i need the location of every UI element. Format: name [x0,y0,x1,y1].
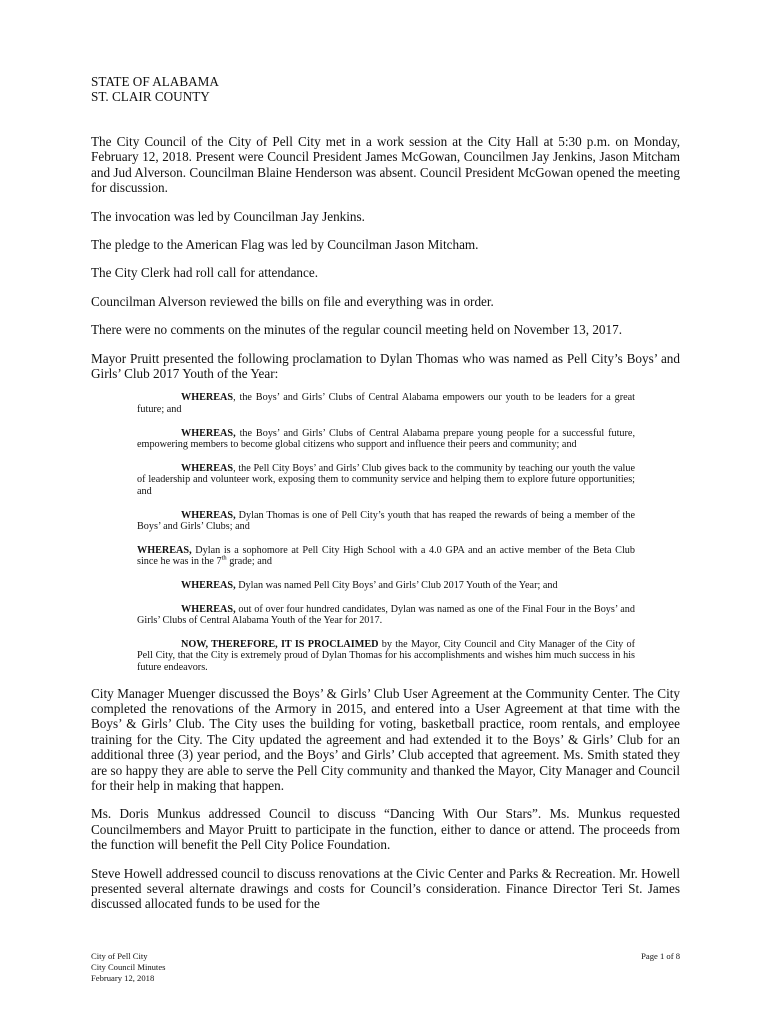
proclamation-clause [137,580,635,592]
proclamation-block [137,392,635,673]
paragraph-user-agreement: City Manager Muenger discussed the Boys’ & Girls’ Club User Agreement at the Community Center. The City completed the renovations of the Armory in 2015, and entered into a User Agreement at that time with the Boys’ & Girls’ Club. The City uses the building for voting, basketball practice, room rentals, and employee training for the City. The City updated the agreement and had extended it to the Boys’ & Girls’ Club for an additional three (3) year period, and the Boys’ and Girls’ Club accepted that agreement. Ms. Smith stated they are so happy they are able to serve the Pell City community and thanked the Mayor, City Manager and Council for their help in making that happen. [91,685,680,793]
paragraph-opening: The City Council of the City of Pell City met in a work session at the City Hall at 5:30 p.m. on Monday, February 12, 2018. Present were Council President James McGowan, Councilmen Jay Jenkins, Jason Mitcham and Jud Alverson. Councilman Blaine Henderson was absent. Council President McGowan opened the meeting for discussion. [91,134,680,196]
proclamation-clause [137,639,635,674]
document-header [91,74,680,104]
proclamation-clause [137,463,635,498]
paragraph-dancing-stars: Ms. Doris Munkus addressed Council to discuss “Dancing With Our Stars”. Ms. Munkus requested Councilmembers and Mayor Pruitt to participate in the function, either to dance or attend. The proceeds from the function will benefit the Pell City Police Foundation. [91,806,680,853]
clause-text: , the Boys’ and Girls’ Clubs of Central Alabama empowers our youth to be leaders for a great future; and [137,392,635,416]
clause-text: the Boys’ and Girls’ Clubs of Central Alabama prepare young people for a successful future, empowering members to become global citizens who support and influence their peers and community; and [137,427,635,451]
clause-lead: NOW, THEREFORE, IT IS PROCLAIMED [181,638,379,650]
clause-lead: WHEREAS, [137,544,192,556]
clause-text: out of over four hundred candidates, Dylan was named as one of the Final Four in the Boys’ and Girls’ Clubs of Central Alabama Youth of the Year for 2017. [137,603,635,627]
clause-text: , the Pell City Boys’ and Girls’ Club gives back to the community by teaching our youth the value of leadership and volunteer work, exposing them to community service and helping them to explore future opportunities; and [137,462,635,498]
document-page [91,74,680,925]
ordinal-suffix: th [221,555,227,563]
clause-text: Dylan Thomas is one of Pell City’s youth that has reaped the rewards of being a member of the Boys’ and Girls’ Clubs; and [137,509,635,533]
footer-doc-title: City Council Minutes [91,962,166,972]
clause-text: by the Mayor, City Council and City Manager of the City of Pell City, that the City is extremely proud of Dylan Thomas for his accomplishments and wishes him much success in his future endeavors. [137,638,636,673]
page-number [620,951,680,962]
paragraph-roll-call: The City Clerk had roll call for attendance. [91,265,319,281]
paragraph-minutes: There were no comments on the minutes of the regular council meeting held on November 13, 2017. [91,322,623,338]
state-heading: STATE OF ALABAMA [91,74,219,89]
footer-city: City of Pell City [91,951,148,961]
page-number-text: Page 1 of 8 [641,951,680,961]
paragraph-bills: Councilman Alverson reviewed the bills on file and everything was in order. [91,293,494,309]
proclamation-clause [137,604,635,627]
proclamation-clause [137,545,635,568]
paragraph-renovations: Steve Howell addressed council to discuss renovations at the Civic Center and Parks & Recreation. Mr. Howell presented several alternate drawings and costs for Council’s consideration. Finance Director Teri St. James discussed allocated funds to be used for the [91,865,680,912]
proclamation-clause [137,392,635,415]
clause-lead: WHEREAS, [181,603,236,615]
paragraph-proclamation-intro: Mayor Pruitt presented the following proclamation to Dylan Thomas who was named as Pell City’s Boys’ and Girls’ Club 2017 Youth of the Year: [91,350,680,382]
clause-lead: WHEREAS [181,462,234,474]
clause-text: Dylan is a sophomore at Pell City High School with a 4.0 GPA and an active member of the Beta Club since he was in the 7 [137,544,635,568]
proclamation-clause [137,428,635,451]
footer-date: February 12, 2018 [91,973,155,983]
county-heading: ST. CLAIR COUNTY [91,89,210,104]
clause-text: Dylan was named Pell City Boys’ and Girls’ Club 2017 Youth of the Year; and [235,580,558,591]
clause-lead: WHEREAS, [181,427,236,439]
proclamation-clause [137,510,635,533]
clause-lead: WHEREAS, [181,580,236,591]
clause-lead: WHEREAS, [181,509,236,521]
footer-info [91,951,165,984]
clause-lead: WHEREAS [181,392,234,404]
paragraph-pledge: The pledge to the American Flag was led by Councilman Jason Mitcham. [91,237,479,253]
clause-text-end: grade; and [226,556,272,568]
paragraph-invocation: The invocation was led by Councilman Jay Jenkins. [91,208,365,224]
